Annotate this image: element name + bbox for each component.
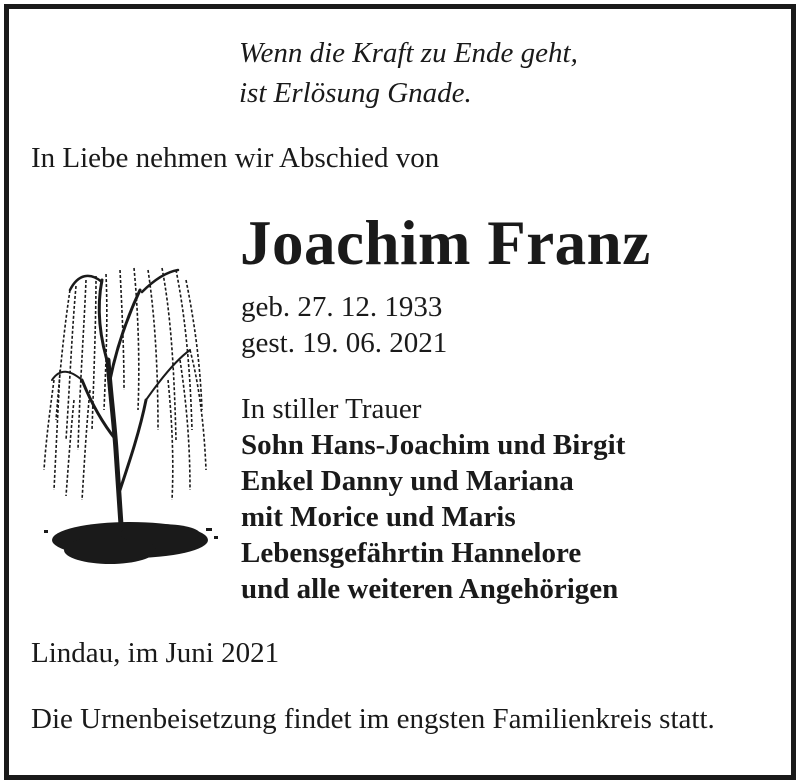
death-date: gest. 19. 06. 2021 (241, 327, 448, 359)
birth-date: geb. 27. 12. 1933 (241, 291, 443, 323)
burial-notice: Die Urnenbeisetzung findet im engsten Familienkreis statt. (31, 703, 715, 735)
mourner-line: mit Morice und Maris (241, 501, 516, 533)
motto (239, 33, 578, 113)
mourner-line: und alle weiteren Angehörigen (241, 573, 619, 605)
motto-line-2: ist Erlösung Gnade. (239, 77, 472, 109)
mourner-line: Sohn Hans-Joachim und Birgit (241, 429, 626, 461)
mourner-line: Lebensgefährtin Hannelore (241, 537, 582, 569)
mourning-heading: In stiller Trauer (241, 393, 422, 425)
weeping-willow-tree-icon (30, 240, 230, 580)
deceased-name: Joachim Franz (240, 208, 651, 278)
place-date: Lindau, im Juni 2021 (31, 637, 280, 669)
intro-text: In Liebe nehmen wir Abschied von (31, 142, 440, 174)
mourners-block (241, 391, 625, 607)
life-dates (241, 289, 447, 361)
motto-line-1: Wenn die Kraft zu Ende geht, (239, 37, 578, 69)
mourner-line: Enkel Danny und Mariana (241, 465, 574, 497)
